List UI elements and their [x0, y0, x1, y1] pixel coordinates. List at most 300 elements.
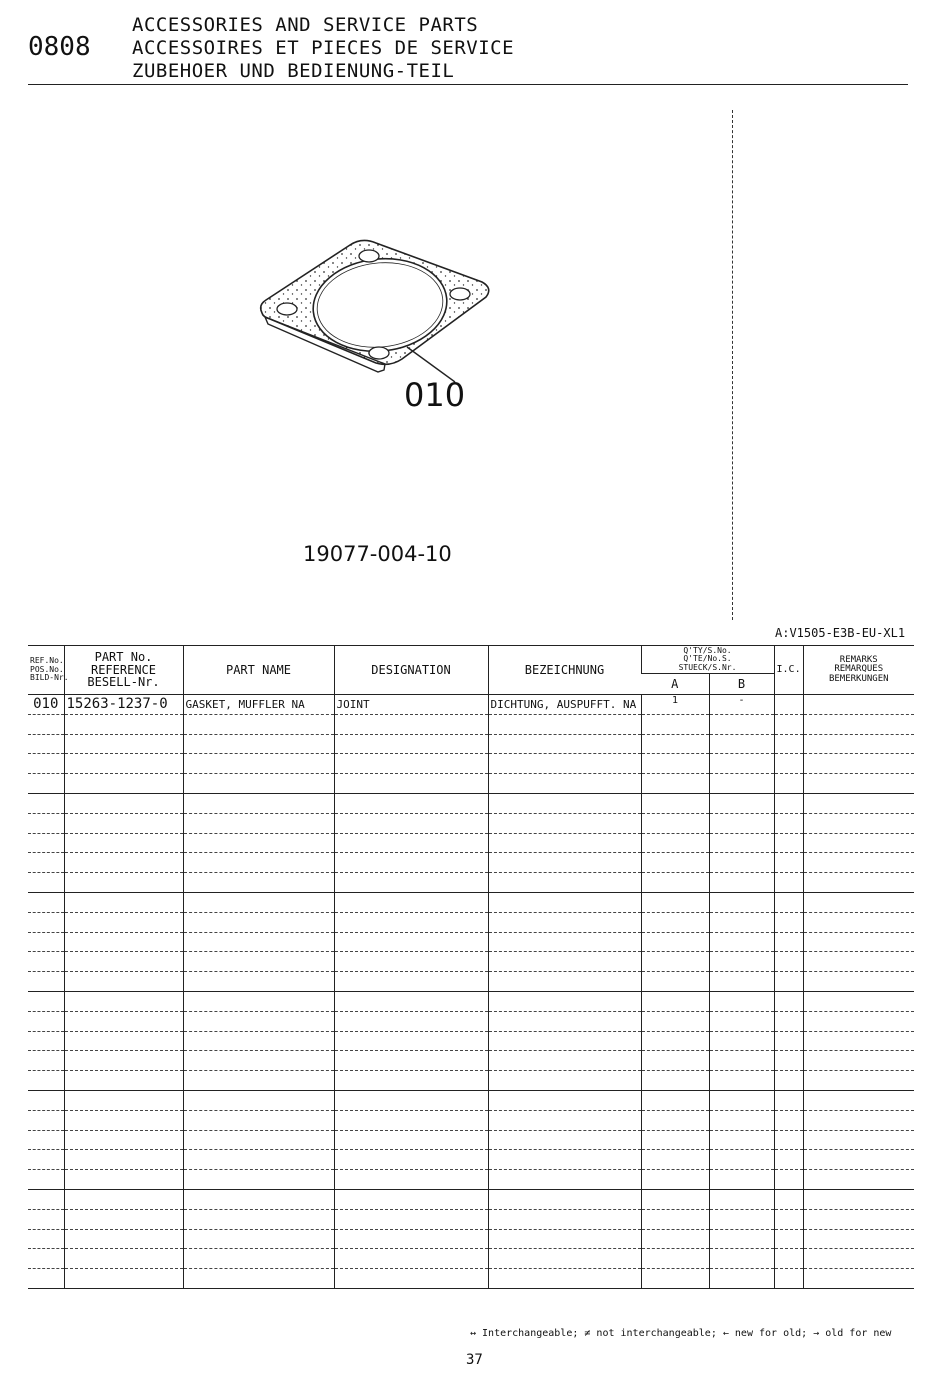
remarks-cell	[803, 793, 914, 813]
ic-cell	[774, 1150, 803, 1170]
designation-cell	[334, 1269, 488, 1289]
designation-cell	[334, 1150, 488, 1170]
part-name-cell	[183, 754, 334, 774]
qty-b-cell	[709, 734, 774, 754]
bezeichnung-cell	[488, 1269, 641, 1289]
table-row	[28, 1110, 914, 1130]
qty-b-cell: -	[709, 695, 774, 715]
qty-a-cell	[641, 873, 709, 893]
qty-b-cell	[709, 1269, 774, 1289]
qty-a-cell	[641, 1189, 709, 1209]
ic-cell	[774, 1051, 803, 1071]
ic-cell	[774, 912, 803, 932]
remarks-cell	[803, 1130, 914, 1150]
designation-cell	[334, 1031, 488, 1051]
part-no-cell	[64, 1189, 183, 1209]
part-name-cell	[183, 1229, 334, 1249]
qty-b-cell	[709, 714, 774, 734]
part-name-cell	[183, 833, 334, 853]
part-no-cell	[64, 952, 183, 972]
ref-no-cell	[28, 1269, 64, 1289]
part-name-cell	[183, 1269, 334, 1289]
part-name-cell	[183, 1150, 334, 1170]
qty-b-cell	[709, 793, 774, 813]
remarks-cell	[803, 754, 914, 774]
table-row	[28, 1170, 914, 1190]
part-no-cell	[64, 1229, 183, 1249]
table-row	[28, 1071, 914, 1091]
bezeichnung-cell	[488, 873, 641, 893]
bezeichnung-cell	[488, 1051, 641, 1071]
table-row	[28, 932, 914, 952]
ref-no-cell	[28, 1209, 64, 1229]
title-german: ZUBEHOER UND BEDIENUNG-TEIL	[132, 60, 455, 82]
designation-cell: JOINT	[334, 695, 488, 715]
designation-cell	[334, 853, 488, 873]
part-no-cell	[64, 853, 183, 873]
ref-no-cell	[28, 1090, 64, 1110]
qty-a-cell	[641, 1090, 709, 1110]
qty-b-cell	[709, 912, 774, 932]
parts-table	[28, 645, 914, 1289]
qty-b-cell	[709, 813, 774, 833]
qty-a-cell	[641, 1249, 709, 1269]
bezeichnung-cell: DICHTUNG, AUSPUFFT. NA	[488, 695, 641, 715]
remarks-cell	[803, 1011, 914, 1031]
qty-a-cell	[641, 714, 709, 734]
qty-a-cell	[641, 1150, 709, 1170]
part-name-cell	[183, 1209, 334, 1229]
callout-label: 010	[404, 376, 466, 414]
ref-no-cell	[28, 813, 64, 833]
qty-b-cell	[709, 1229, 774, 1249]
ref-no-header: REF.No. POS.No. BILD-Nr.	[28, 646, 64, 695]
ic-cell	[774, 972, 803, 992]
table-row	[28, 714, 914, 734]
qty-a-cell	[641, 853, 709, 873]
gasket-illustration	[250, 225, 500, 385]
qty-b-cell	[709, 991, 774, 1011]
designation-cell	[334, 991, 488, 1011]
ref-no-cell	[28, 932, 64, 952]
table-row	[28, 912, 914, 932]
designation-cell	[334, 1011, 488, 1031]
part-name-cell	[183, 1011, 334, 1031]
qty-b-cell	[709, 754, 774, 774]
qty-b-cell	[709, 1011, 774, 1031]
remarks-cell	[803, 972, 914, 992]
ic-cell	[774, 833, 803, 853]
part-name-cell	[183, 734, 334, 754]
ic-cell	[774, 1011, 803, 1031]
bezeichnung-cell	[488, 1071, 641, 1091]
designation-cell	[334, 1170, 488, 1190]
qty-a-cell	[641, 932, 709, 952]
qty-a-cell	[641, 774, 709, 794]
qty-a-cell	[641, 1011, 709, 1031]
table-row	[28, 754, 914, 774]
remarks-cell	[803, 774, 914, 794]
bezeichnung-header: BEZEICHNUNG	[488, 646, 641, 695]
part-name-cell	[183, 714, 334, 734]
table-row	[28, 1031, 914, 1051]
ic-cell	[774, 774, 803, 794]
designation-cell	[334, 1110, 488, 1130]
designation-header: DESIGNATION	[334, 646, 488, 695]
designation-cell	[334, 972, 488, 992]
remarks-cell	[803, 1071, 914, 1091]
qty-b-cell	[709, 972, 774, 992]
page-number: 37	[466, 1352, 483, 1368]
remarks-cell	[803, 1269, 914, 1289]
qty-b-cell	[709, 1209, 774, 1229]
part-no-cell	[64, 1269, 183, 1289]
designation-cell	[334, 1229, 488, 1249]
ic-cell	[774, 754, 803, 774]
ref-no-cell	[28, 793, 64, 813]
table-row	[28, 793, 914, 813]
table-row	[28, 853, 914, 873]
part-no-header: PART No. REFERENCE BESELL-Nr.	[64, 646, 183, 695]
table-row	[28, 813, 914, 833]
qty-b-cell	[709, 1170, 774, 1190]
qty-b-cell	[709, 892, 774, 912]
ic-cell	[774, 1110, 803, 1130]
part-name-cell	[183, 912, 334, 932]
ref-no-cell	[28, 1150, 64, 1170]
bezeichnung-cell	[488, 1150, 641, 1170]
qty-a-cell	[641, 754, 709, 774]
table-row	[28, 873, 914, 893]
qty-a-cell	[641, 972, 709, 992]
remarks-cell	[803, 1189, 914, 1209]
part-name-cell	[183, 793, 334, 813]
table-row	[28, 892, 914, 912]
part-no-cell	[64, 754, 183, 774]
table-row	[28, 774, 914, 794]
bezeichnung-cell	[488, 793, 641, 813]
qty-a-cell	[641, 991, 709, 1011]
designation-cell	[334, 1130, 488, 1150]
table-row	[28, 1051, 914, 1071]
remarks-cell	[803, 873, 914, 893]
ref-no-cell	[28, 1249, 64, 1269]
ic-cell	[774, 1031, 803, 1051]
designation-cell	[334, 1090, 488, 1110]
ref-no-cell	[28, 1170, 64, 1190]
qty-a-cell	[641, 833, 709, 853]
part-no-cell	[64, 1170, 183, 1190]
remarks-cell	[803, 1150, 914, 1170]
table-row	[28, 1229, 914, 1249]
part-name-cell	[183, 1130, 334, 1150]
qty-a-cell	[641, 892, 709, 912]
ref-no-cell	[28, 754, 64, 774]
bezeichnung-cell	[488, 972, 641, 992]
remarks-cell	[803, 932, 914, 952]
qty-a-cell	[641, 734, 709, 754]
ref-no-cell	[28, 952, 64, 972]
designation-cell	[334, 1051, 488, 1071]
table-row	[28, 1011, 914, 1031]
remarks-cell	[803, 853, 914, 873]
qty-a-cell	[641, 1170, 709, 1190]
designation-cell	[334, 952, 488, 972]
part-no-cell	[64, 833, 183, 853]
ic-cell	[774, 1170, 803, 1190]
qty-b-cell	[709, 1110, 774, 1130]
table-row	[28, 1209, 914, 1229]
section-code: 0808	[28, 32, 91, 62]
qty-b-cell	[709, 1189, 774, 1209]
qty-b-header: B	[709, 674, 774, 695]
part-name-cell	[183, 873, 334, 893]
qty-b-cell	[709, 833, 774, 853]
part-no-cell: 15263-1237-0	[64, 695, 183, 715]
ic-cell	[774, 1249, 803, 1269]
remarks-cell	[803, 1031, 914, 1051]
part-name-cell: GASKET, MUFFLER NA	[183, 695, 334, 715]
bezeichnung-cell	[488, 853, 641, 873]
ref-no-cell	[28, 912, 64, 932]
bezeichnung-cell	[488, 912, 641, 932]
bezeichnung-cell	[488, 991, 641, 1011]
part-no-cell	[64, 892, 183, 912]
part-name-cell	[183, 1249, 334, 1269]
table-row	[28, 1249, 914, 1269]
part-no-cell	[64, 1209, 183, 1229]
ref-no-cell	[28, 1051, 64, 1071]
qty-a-cell	[641, 1269, 709, 1289]
bezeichnung-cell	[488, 734, 641, 754]
ref-no-cell	[28, 853, 64, 873]
part-name-cell	[183, 1189, 334, 1209]
part-no-cell	[64, 1090, 183, 1110]
bezeichnung-cell	[488, 813, 641, 833]
designation-cell	[334, 734, 488, 754]
bezeichnung-cell	[488, 714, 641, 734]
designation-cell	[334, 1189, 488, 1209]
remarks-cell	[803, 1090, 914, 1110]
ref-no-cell	[28, 991, 64, 1011]
part-name-cell	[183, 1170, 334, 1190]
table-row	[28, 1150, 914, 1170]
qty-b-cell	[709, 873, 774, 893]
part-name-cell	[183, 972, 334, 992]
part-name-cell	[183, 813, 334, 833]
ic-cell	[774, 734, 803, 754]
ic-cell	[774, 1209, 803, 1229]
qty-a-cell	[641, 1031, 709, 1051]
title-french: ACCESSOIRES ET PIECES DE SERVICE	[132, 37, 515, 59]
table-row	[28, 734, 914, 754]
remarks-cell	[803, 1170, 914, 1190]
qty-a-cell	[641, 1130, 709, 1150]
part-name-cell	[183, 991, 334, 1011]
qty-a-header: A	[641, 674, 709, 695]
header-rule	[28, 84, 908, 85]
table-row	[28, 952, 914, 972]
qty-b-cell	[709, 1090, 774, 1110]
part-name-header: PART NAME	[183, 646, 334, 695]
table-row	[28, 1269, 914, 1289]
ref-no-cell	[28, 1110, 64, 1130]
designation-cell	[334, 754, 488, 774]
bezeichnung-cell	[488, 1249, 641, 1269]
ref-no-cell	[28, 1031, 64, 1051]
remarks-cell	[803, 734, 914, 754]
part-name-cell	[183, 774, 334, 794]
ic-cell	[774, 1269, 803, 1289]
qty-a-cell	[641, 1110, 709, 1130]
ref-no-cell	[28, 1011, 64, 1031]
designation-cell	[334, 892, 488, 912]
ic-cell	[774, 714, 803, 734]
part-no-cell	[64, 1031, 183, 1051]
designation-cell	[334, 714, 488, 734]
interchangeability-legend: ↔ Interchangeable; ≠ not interchangeable; ← new for old; → old for new	[470, 1328, 892, 1339]
remarks-cell	[803, 892, 914, 912]
part-no-cell	[64, 813, 183, 833]
ic-cell	[774, 952, 803, 972]
remarks-cell	[803, 813, 914, 833]
title-english: ACCESSORIES AND SERVICE PARTS	[132, 14, 479, 36]
drawing-number: 19077-004-10	[303, 542, 452, 566]
table-row	[28, 1130, 914, 1150]
bezeichnung-cell	[488, 1130, 641, 1150]
remarks-cell	[803, 1229, 914, 1249]
qty-a-cell: 1	[641, 695, 709, 715]
qty-header: Q'TY/S.No. Q'TE/No.S. STUECK/S.Nr.	[641, 646, 774, 674]
part-name-cell	[183, 1031, 334, 1051]
part-name-cell	[183, 952, 334, 972]
remarks-cell	[803, 1249, 914, 1269]
ref-no-cell	[28, 892, 64, 912]
part-name-cell	[183, 932, 334, 952]
part-name-cell	[183, 1071, 334, 1091]
model-code: A:V1505-E3B-EU-XL1	[775, 626, 906, 640]
ref-no-cell	[28, 873, 64, 893]
part-no-cell	[64, 1130, 183, 1150]
ic-cell	[774, 892, 803, 912]
qty-b-cell	[709, 932, 774, 952]
bezeichnung-cell	[488, 1170, 641, 1190]
ic-cell	[774, 695, 803, 715]
designation-cell	[334, 793, 488, 813]
part-no-cell	[64, 1110, 183, 1130]
bezeichnung-cell	[488, 932, 641, 952]
ref-no-cell	[28, 1071, 64, 1091]
remarks-cell	[803, 695, 914, 715]
bezeichnung-cell	[488, 774, 641, 794]
qty-b-cell	[709, 1051, 774, 1071]
ic-cell	[774, 1229, 803, 1249]
remarks-cell	[803, 991, 914, 1011]
part-no-cell	[64, 1071, 183, 1091]
part-no-cell	[64, 714, 183, 734]
ref-no-cell	[28, 972, 64, 992]
bezeichnung-cell	[488, 892, 641, 912]
table-row	[28, 833, 914, 853]
qty-b-cell	[709, 1130, 774, 1150]
bezeichnung-cell	[488, 1110, 641, 1130]
part-name-cell	[183, 853, 334, 873]
ic-cell	[774, 793, 803, 813]
remarks-cell	[803, 952, 914, 972]
ic-cell	[774, 853, 803, 873]
qty-b-cell	[709, 774, 774, 794]
designation-cell	[334, 932, 488, 952]
designation-cell	[334, 873, 488, 893]
part-name-cell	[183, 1051, 334, 1071]
ic-cell	[774, 932, 803, 952]
qty-b-cell	[709, 1071, 774, 1091]
remarks-header: REMARKS REMARQUES BEMERKUNGEN	[803, 646, 914, 695]
remarks-cell	[803, 912, 914, 932]
ic-cell	[774, 1130, 803, 1150]
part-no-cell	[64, 1011, 183, 1031]
part-name-cell	[183, 1110, 334, 1130]
ref-no-cell	[28, 734, 64, 754]
ref-no-cell	[28, 774, 64, 794]
part-no-cell	[64, 991, 183, 1011]
part-no-cell	[64, 793, 183, 813]
remarks-cell	[803, 1110, 914, 1130]
table-row	[28, 972, 914, 992]
bezeichnung-cell	[488, 1031, 641, 1051]
qty-a-cell	[641, 952, 709, 972]
part-no-cell	[64, 932, 183, 952]
designation-cell	[334, 813, 488, 833]
bezeichnung-cell	[488, 1209, 641, 1229]
table-row	[28, 695, 914, 715]
part-no-cell	[64, 1249, 183, 1269]
remarks-cell	[803, 1051, 914, 1071]
designation-cell	[334, 1249, 488, 1269]
bezeichnung-cell	[488, 1229, 641, 1249]
remarks-cell	[803, 714, 914, 734]
qty-b-cell	[709, 1031, 774, 1051]
designation-cell	[334, 774, 488, 794]
ic-cell	[774, 1189, 803, 1209]
part-no-cell	[64, 912, 183, 932]
designation-cell	[334, 912, 488, 932]
ic-cell	[774, 813, 803, 833]
part-no-cell	[64, 1051, 183, 1071]
table-row	[28, 1090, 914, 1110]
ref-no-cell	[28, 1189, 64, 1209]
part-name-cell	[183, 892, 334, 912]
qty-b-cell	[709, 1150, 774, 1170]
bezeichnung-cell	[488, 754, 641, 774]
table-row	[28, 991, 914, 1011]
bezeichnung-cell	[488, 1189, 641, 1209]
remarks-cell	[803, 1209, 914, 1229]
table-row	[28, 1189, 914, 1209]
bezeichnung-cell	[488, 1011, 641, 1031]
qty-a-cell	[641, 1229, 709, 1249]
part-no-cell	[64, 734, 183, 754]
ref-no-cell	[28, 833, 64, 853]
qty-a-cell	[641, 1051, 709, 1071]
qty-b-cell	[709, 1249, 774, 1269]
bezeichnung-cell	[488, 952, 641, 972]
ic-cell	[774, 991, 803, 1011]
designation-cell	[334, 1209, 488, 1229]
designation-cell	[334, 1071, 488, 1091]
qty-a-cell	[641, 813, 709, 833]
part-no-cell	[64, 972, 183, 992]
